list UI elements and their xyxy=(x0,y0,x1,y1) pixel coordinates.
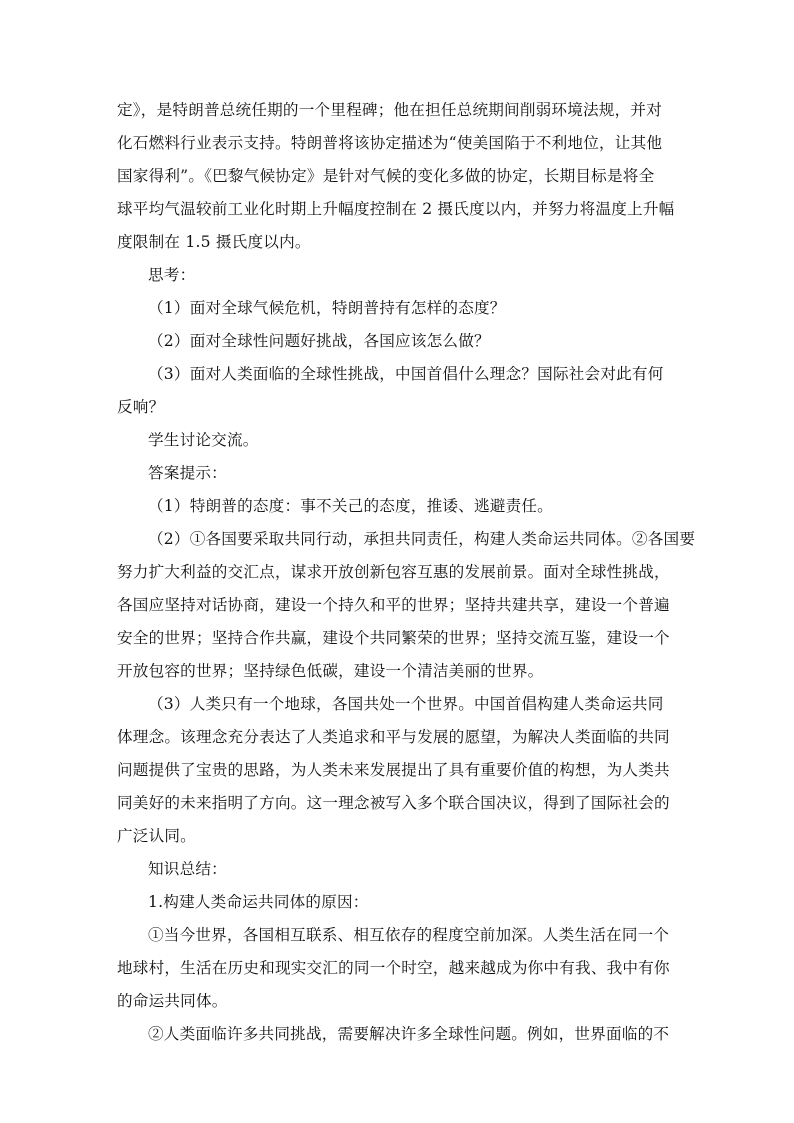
text-line: 球平均气温较前工业化时期上升幅度控制在 2 摄氏度以内，并努力将温度上升幅 xyxy=(117,200,675,218)
text-line: 问题提供了宝贵的思路，为人类未来发展提出了具有重要价值的构想，为人类共 xyxy=(117,761,670,779)
question-3: （3）面对人类面临的全球性挑战，中国首倡什么理念？国际社会对此有何 xyxy=(148,365,664,383)
text-line: 广泛认同。 xyxy=(117,827,196,845)
answer-3: （3）人类只有一个地球，各国共处一个世界。中国首倡构建人类命运共同 xyxy=(148,695,664,713)
text-line: 安全的世界；坚持合作共赢，建设个共同繁荣的世界；坚持交流互鉴，建设一个 xyxy=(117,629,670,647)
text-line: 度限制在 1.5 摄氏度以内。 xyxy=(117,233,311,251)
text-line: 同美好的未来指明了方向。这一理念被写入多个联合国决议，得到了国际社会的 xyxy=(117,794,670,812)
text-line: 化石燃料行业表示支持。特朗普将该协定描述为“使美国陷于不利地位，让其他 xyxy=(117,134,663,152)
text-line: 定》，是特朗普总统任期的一个里程碑；他在担任总统期间削弱环境法规，并对 xyxy=(117,101,662,119)
text-line: 努力扩大利益的交汇点，谋求开放创新包容互惠的发展前景。面对全球性挑战， xyxy=(117,563,670,581)
section-heading-thinking: 思考： xyxy=(148,266,196,284)
summary-point-1: 1.构建人类命运共同体的原因： xyxy=(148,893,369,911)
text-line: 体理念。该理念充分表达了人类追求和平与发展的愿望，为解决人类面临的共同 xyxy=(117,728,670,746)
text-line: 开放包容的世界；坚持绿色低碳，建设一个清洁美丽的世界。 xyxy=(117,662,544,680)
section-heading-knowledge-summary: 知识总结： xyxy=(148,860,227,878)
text-line: 各国应坚持对话协商，建设一个持久和平的世界；坚持共建共享，建设一个普遍 xyxy=(117,596,670,614)
question-3-continued: 反响？ xyxy=(117,398,165,416)
text-line: 地球村，生活在历史和现实交汇的同一个时空，越来越成为你中有我、我中有你 xyxy=(117,959,670,977)
question-2: （2）面对全球性问题好挑战，各国应该怎么做？ xyxy=(148,332,490,350)
text-line: 国家得利”。《巴黎气候协定》是针对气候的变化多做的协定，长期目标是将全 xyxy=(117,167,655,185)
text-line: ②人类面临许多共同挑战，需要解决许多全球性问题。例如，世界面临的不 xyxy=(148,1025,670,1043)
question-1: （1）面对全球气候危机，特朗普持有怎样的态度？ xyxy=(148,299,506,317)
text-line: 的命运共同体。 xyxy=(117,992,228,1010)
answer-1: （1）特朗普的态度：事不关己的态度，推诿、逃避责任。 xyxy=(148,497,553,515)
text-line: ①当今世界，各国相互联系、相互依存的程度空前加深。人类生活在同一个 xyxy=(148,926,670,944)
discussion-note: 学生讨论交流。 xyxy=(148,431,259,449)
answer-2: （2）①各国要采取共同行动，承担共同责任，构建人类命运共同体。②各国要 xyxy=(148,530,696,548)
section-heading-answer-hints: 答案提示： xyxy=(148,464,227,482)
